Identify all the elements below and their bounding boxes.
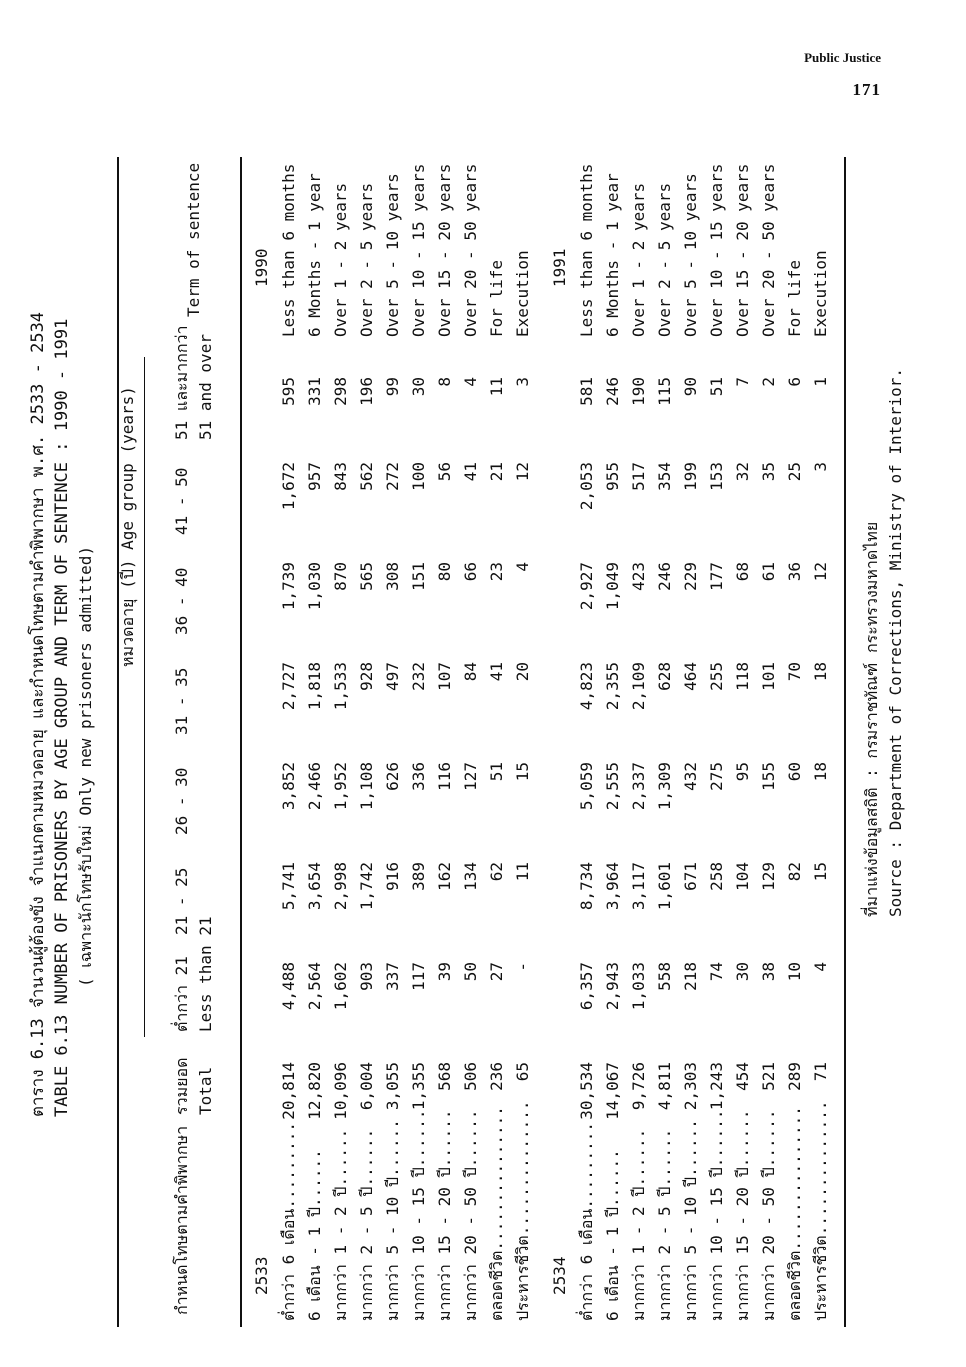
- age-cell: 15: [513, 762, 532, 782]
- age-cell: 1,602: [331, 962, 350, 1011]
- term-english: Over 10 - 15 years: [409, 163, 428, 337]
- age-cell: 27: [487, 962, 506, 982]
- age-cell: 10: [785, 962, 804, 982]
- age-header-thai: ต่ำกว่า 21: [172, 956, 191, 1032]
- age-cell: 4,823: [577, 662, 596, 711]
- age-cell: 1,672: [279, 462, 298, 511]
- age-cell: 1: [811, 377, 830, 387]
- age-cell: 3: [811, 462, 830, 472]
- age-cell: 2,727: [279, 662, 298, 711]
- age-cell: 1,033: [629, 962, 648, 1011]
- age-cell: 39: [435, 962, 454, 982]
- age-cell: 129: [759, 862, 778, 891]
- age-cell: 41: [461, 462, 480, 482]
- age-cell: 1,108: [357, 762, 376, 811]
- term-english: Over 20 - 50 years: [461, 163, 480, 337]
- table-row: [354, 0, 380, 1367]
- term-english: Over 15 - 20 years: [733, 163, 752, 337]
- age-cell: 62: [487, 862, 506, 882]
- age-cell: 336: [409, 762, 428, 791]
- table-row: [276, 0, 302, 1367]
- age-header-thai: 51 และมากกว่า: [172, 325, 191, 440]
- table-row: [328, 0, 354, 1367]
- total-cell: 236: [487, 1062, 506, 1091]
- age-cell: 3,964: [603, 862, 622, 911]
- age-cell: 218: [681, 962, 700, 991]
- age-cell: 3,852: [279, 762, 298, 811]
- term-english: Over 2 - 5 years: [357, 182, 376, 337]
- total-cell: 10,096: [331, 1062, 350, 1120]
- age-cell: 134: [461, 862, 480, 891]
- age-cell: 38: [759, 962, 778, 982]
- age-cell: 90: [681, 377, 700, 397]
- term-english: Over 20 - 50 years: [759, 163, 778, 337]
- age-cell: 2,555: [603, 762, 622, 811]
- total-cell: 4,811: [655, 1062, 674, 1111]
- total-cell: 289: [785, 1062, 804, 1091]
- age-cell: 3: [513, 377, 532, 387]
- term-english: For life: [487, 259, 506, 337]
- term-english: Execution: [513, 250, 532, 337]
- age-cell: 115: [655, 377, 674, 406]
- table-row: [574, 0, 600, 1367]
- age-cell: 100: [409, 462, 428, 491]
- age-cell: 298: [331, 377, 350, 406]
- total-cell: 30,534: [577, 1062, 596, 1120]
- total-cell: 65: [513, 1062, 532, 1082]
- year-label-english: 1990: [252, 248, 271, 287]
- age-cell: 4: [513, 562, 532, 572]
- age-cell: 4,488: [279, 962, 298, 1011]
- age-cell: 66: [461, 562, 480, 582]
- total-cell: 1,243: [707, 1062, 726, 1111]
- age-cell: 151: [409, 562, 428, 591]
- age-cell: 30: [409, 377, 428, 397]
- total-cell: 1,355: [409, 1062, 428, 1111]
- table-row: [484, 0, 510, 1367]
- age-cell: 2,998: [331, 862, 350, 911]
- term-english: 6 Months - 1 year: [603, 173, 622, 337]
- age-cell: 155: [759, 762, 778, 791]
- age-cell: 8: [435, 377, 454, 387]
- term-english: Over 10 - 15 years: [707, 163, 726, 337]
- table-top-rule: [117, 157, 119, 1327]
- age-cell: 3,117: [629, 862, 648, 911]
- table-row: [730, 0, 756, 1367]
- age-cell: 36: [785, 562, 804, 582]
- total-cell: 454: [733, 1062, 752, 1091]
- age-cell: 581: [577, 377, 596, 406]
- term-thai: มากกว่า 1 - 2 ปี......: [331, 1128, 350, 1321]
- age-cell: 95: [733, 762, 752, 782]
- age-cell: 99: [383, 377, 402, 397]
- total-cell: 2,303: [681, 1062, 700, 1111]
- age-cell: 6: [785, 377, 804, 387]
- age-cell: 51: [487, 762, 506, 782]
- table-row: [678, 0, 704, 1367]
- term-thai: มากกว่า 10 - 15 ปี......: [409, 1109, 428, 1321]
- year-label-english: 1991: [550, 248, 569, 287]
- age-cell: 4: [811, 962, 830, 972]
- age-cell: 255: [707, 662, 726, 691]
- age-cell: 258: [707, 862, 726, 891]
- age-cell: 177: [707, 562, 726, 591]
- age-cell: 6,357: [577, 962, 596, 1011]
- age-cell: 20: [513, 662, 532, 682]
- age-cell: 903: [357, 962, 376, 991]
- age-cell: 1,601: [655, 862, 674, 911]
- age-cell: 50: [461, 962, 480, 982]
- total-cell: 20,814: [279, 1062, 298, 1120]
- age-cell: 199: [681, 462, 700, 491]
- year-label-thai: 2534: [550, 1256, 569, 1295]
- term-thai: ตลอดชีวิต...............: [487, 1106, 506, 1321]
- age-cell: 2: [759, 377, 778, 387]
- age-cell: 12: [811, 562, 830, 582]
- age-cell: 1,309: [655, 762, 674, 811]
- age-cell: 1,818: [305, 662, 324, 711]
- age-cell: 35: [759, 462, 778, 482]
- age-cell: 107: [435, 662, 454, 691]
- table-row: [406, 0, 432, 1367]
- table-row: [808, 0, 834, 1367]
- table-row: [626, 0, 652, 1367]
- age-cell: 955: [603, 462, 622, 491]
- age-cell: -: [513, 962, 532, 972]
- age-cell: 104: [733, 862, 752, 891]
- term-thai: มากกว่า 20 - 50 ปี......: [461, 1109, 480, 1321]
- table-row: [380, 0, 406, 1367]
- table-title-thai: ตาราง 6.13 จำนวนผู้ต้องขัง จำแนกตามหมวดอายุ และกำหนดโทษตามคำพิพากษา พ.ศ. 2533 - 2534: [28, 311, 48, 1117]
- age-header-thai: 21 - 25: [172, 867, 191, 935]
- age-cell: 916: [383, 862, 402, 891]
- age-cell: 190: [629, 377, 648, 406]
- term-english: Over 5 - 10 years: [383, 173, 402, 337]
- term-english: 6 Months - 1 year: [305, 173, 324, 337]
- age-cell: 337: [383, 962, 402, 991]
- age-cell: 18: [811, 762, 830, 782]
- age-cell: 5,741: [279, 862, 298, 911]
- term-thai: ต่ำกว่า 6 เดือน.........: [279, 1121, 298, 1321]
- age-cell: 2,564: [305, 962, 324, 1011]
- age-cell: 2,355: [603, 662, 622, 711]
- table-bottom-rule: [844, 157, 846, 1327]
- age-cell: 246: [603, 377, 622, 406]
- term-thai: 6 เดือน - 1 ปี......: [305, 1149, 324, 1321]
- age-cell: 1,030: [305, 562, 324, 611]
- age-cell: 2,927: [577, 562, 596, 611]
- age-cell: 162: [435, 862, 454, 891]
- age-cell: 30: [733, 962, 752, 982]
- age-header-thai: 31 - 35: [172, 667, 191, 735]
- age-cell: 626: [383, 762, 402, 791]
- term-thai: มากกว่า 2 - 5 ปี......: [357, 1128, 376, 1321]
- term-thai: มากกว่า 15 - 20 ปี......: [733, 1109, 752, 1321]
- term-thai: มากกว่า 5 - 10 ปี......: [681, 1119, 700, 1321]
- age-cell: 5,059: [577, 762, 596, 811]
- age-header-english: Less than 21: [196, 916, 215, 1032]
- table-row: [756, 0, 782, 1367]
- source-english: Source : Department of Corrections, Ministry of Interior.: [886, 367, 905, 917]
- total-cell: 9,726: [629, 1062, 648, 1111]
- table-row: [652, 0, 678, 1367]
- age-cell: 229: [681, 562, 700, 591]
- age-cell: 272: [383, 462, 402, 491]
- running-header: Public Justice: [804, 50, 881, 65]
- table-row: [704, 0, 730, 1367]
- term-english: Over 1 - 2 years: [629, 182, 648, 337]
- age-cell: 41: [487, 662, 506, 682]
- age-cell: 118: [733, 662, 752, 691]
- total-cell: 506: [461, 1062, 480, 1091]
- age-cell: 1,533: [331, 662, 350, 711]
- age-cell: 127: [461, 762, 480, 791]
- age-cell: 558: [655, 962, 674, 991]
- term-thai: มากกว่า 1 - 2 ปี......: [629, 1128, 648, 1321]
- age-cell: 870: [331, 562, 350, 591]
- age-cell: 101: [759, 662, 778, 691]
- source-thai: ที่มาแห่งข้อมูลสถิติ : กรมราชทัณฑ์ กระทรวงมหาดไทย: [862, 521, 881, 917]
- age-cell: 4: [461, 377, 480, 387]
- age-cell: 11: [487, 377, 506, 397]
- total-cell: 12,820: [305, 1062, 324, 1120]
- term-english: Less than 6 months: [577, 163, 596, 337]
- age-cell: 1,049: [603, 562, 622, 611]
- age-cell: 80: [435, 562, 454, 582]
- age-cell: 70: [785, 662, 804, 682]
- term-english: Over 1 - 2 years: [331, 182, 350, 337]
- age-cell: 2,053: [577, 462, 596, 511]
- col-header-term-english: Term of sentence: [184, 162, 203, 317]
- age-cell: 2,943: [603, 962, 622, 1011]
- age-cell: 74: [707, 962, 726, 982]
- age-cell: 56: [435, 462, 454, 482]
- total-cell: 568: [435, 1062, 454, 1091]
- table-subtitle: ( เฉพาะนักโทษรับใหม่ Only new prisoners admitted): [76, 545, 95, 987]
- age-cell: 60: [785, 762, 804, 782]
- age-cell: 232: [409, 662, 428, 691]
- age-cell: 354: [655, 462, 674, 491]
- age-cell: 153: [707, 462, 726, 491]
- term-english: Over 5 - 10 years: [681, 173, 700, 337]
- page-number: 171: [852, 80, 881, 99]
- col-header-total-english: Total: [196, 1066, 215, 1115]
- age-cell: 275: [707, 762, 726, 791]
- age-cell: 15: [811, 862, 830, 882]
- age-cell: 1,739: [279, 562, 298, 611]
- age-cell: 464: [681, 662, 700, 691]
- age-cell: 2,466: [305, 762, 324, 811]
- age-cell: 843: [331, 462, 350, 491]
- term-thai: 6 เดือน - 1 ปี......: [603, 1149, 622, 1321]
- age-cell: 68: [733, 562, 752, 582]
- age-cell: 671: [681, 862, 700, 891]
- age-group-header: หมวดอายุ (ปี) Age group (years): [118, 386, 137, 667]
- age-cell: 389: [409, 862, 428, 891]
- age-cell: 61: [759, 562, 778, 582]
- age-header-thai: 41 - 50: [172, 467, 191, 535]
- age-header-thai: 36 - 40: [172, 567, 191, 635]
- total-cell: 3,055: [383, 1062, 402, 1111]
- table-row: [600, 0, 626, 1367]
- term-english: Execution: [811, 250, 830, 337]
- age-cell: 116: [435, 762, 454, 791]
- table-title-english: TABLE 6.13 NUMBER OF PRISONERS BY AGE GROUP AND TERM OF SENTENCE : 1990 - 1991: [52, 318, 72, 1117]
- total-cell: 14,067: [603, 1062, 622, 1120]
- term-thai: ตลอดชีวิต...............: [785, 1106, 804, 1321]
- age-cell: 82: [785, 862, 804, 882]
- term-thai: มากกว่า 10 - 15 ปี......: [707, 1109, 726, 1321]
- age-cell: 2,337: [629, 762, 648, 811]
- age-cell: 517: [629, 462, 648, 491]
- age-cell: 2,109: [629, 662, 648, 711]
- term-thai: มากกว่า 20 - 50 ปี......: [759, 1109, 778, 1321]
- term-thai: ประหารชีวิต..............: [811, 1100, 830, 1321]
- term-english: For life: [785, 259, 804, 337]
- age-cell: 51: [707, 377, 726, 397]
- age-cell: 12: [513, 462, 532, 482]
- year-label-thai: 2533: [252, 1256, 271, 1295]
- age-cell: 928: [357, 662, 376, 691]
- age-cell: 23: [487, 562, 506, 582]
- age-cell: 117: [409, 962, 428, 991]
- age-cell: 423: [629, 562, 648, 591]
- age-group-rule: [144, 357, 145, 1037]
- term-english: Over 15 - 20 years: [435, 163, 454, 337]
- age-cell: 595: [279, 377, 298, 406]
- age-cell: 18: [811, 662, 830, 682]
- age-cell: 628: [655, 662, 674, 691]
- table-row: [510, 0, 536, 1367]
- term-thai: มากกว่า 5 - 10 ปี......: [383, 1119, 402, 1321]
- age-cell: 1,742: [357, 862, 376, 911]
- total-cell: 6,004: [357, 1062, 376, 1111]
- header-bottom-rule: [240, 157, 242, 1327]
- total-cell: 71: [811, 1062, 830, 1082]
- term-thai: ประหารชีวิต..............: [513, 1100, 532, 1321]
- age-cell: 957: [305, 462, 324, 491]
- age-cell: 7: [733, 377, 752, 387]
- age-cell: 32: [733, 462, 752, 482]
- age-cell: 11: [513, 862, 532, 882]
- age-cell: 432: [681, 762, 700, 791]
- table-row: [432, 0, 458, 1367]
- term-thai: มากกว่า 2 - 5 ปี......: [655, 1128, 674, 1321]
- table-row: [302, 0, 328, 1367]
- table-row: [782, 0, 808, 1367]
- age-cell: 1,952: [331, 762, 350, 811]
- age-cell: 308: [383, 562, 402, 591]
- term-english: Less than 6 months: [279, 163, 298, 337]
- age-cell: 196: [357, 377, 376, 406]
- term-thai: มากกว่า 15 - 20 ปี......: [435, 1109, 454, 1321]
- age-cell: 84: [461, 662, 480, 682]
- age-cell: 21: [487, 462, 506, 482]
- age-header-english: 51 and over: [196, 334, 215, 440]
- age-cell: 562: [357, 462, 376, 491]
- age-cell: 3,654: [305, 862, 324, 911]
- age-cell: 246: [655, 562, 674, 591]
- age-cell: 331: [305, 377, 324, 406]
- col-header-total-thai: รวมยอด: [172, 1057, 191, 1115]
- age-cell: 8,734: [577, 862, 596, 911]
- term-thai: ต่ำกว่า 6 เดือน.........: [577, 1121, 596, 1321]
- age-header-thai: 26 - 30: [172, 767, 191, 835]
- age-cell: 497: [383, 662, 402, 691]
- col-header-term-thai: กำหนดโทษตามคำพิพากษา: [172, 1125, 191, 1315]
- term-english: Over 2 - 5 years: [655, 182, 674, 337]
- table-row: [458, 0, 484, 1367]
- age-cell: 25: [785, 462, 804, 482]
- age-cell: 565: [357, 562, 376, 591]
- total-cell: 521: [759, 1062, 778, 1091]
